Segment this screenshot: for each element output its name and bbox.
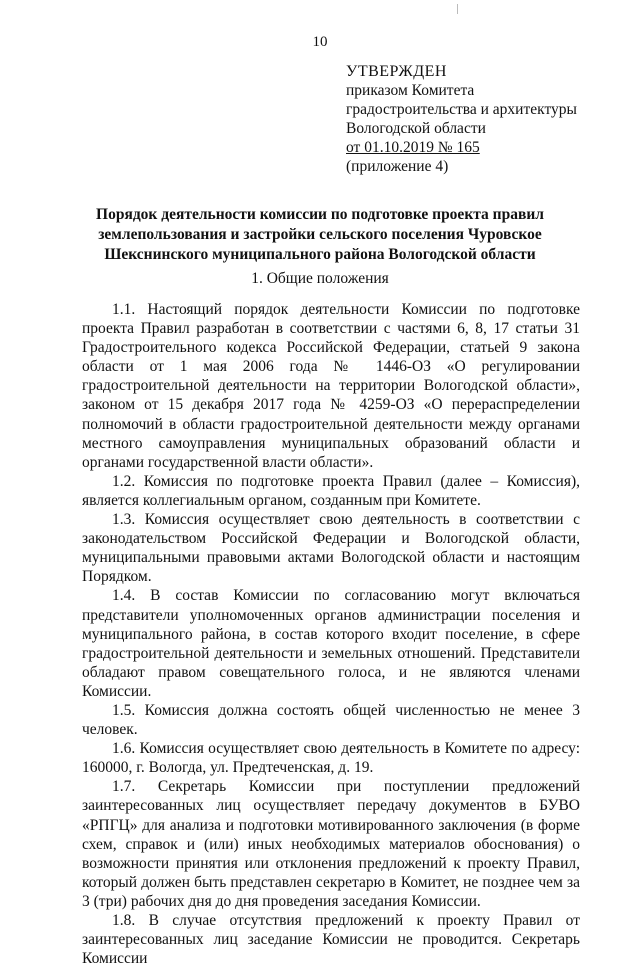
title-line-1: Порядок деятельности комиссии по подготовке проекта правил	[96, 206, 544, 223]
title-line-2: землепользования и застройки сельского поселения Чуровское	[98, 226, 542, 243]
page-number: 10	[312, 34, 328, 50]
section-heading: 1. Общие положения	[251, 270, 389, 287]
paragraph-1-7: 1.7. Секретарь Комиссии при поступлении предложений заинтересованных лиц осуществляет передачу документов в БУВО «РПГЦ» для анализа и подготовки мотивированного заключения (в форме схем, справок и (или) иных необходимых материалов обоснования) о возможности принятия или отклонения предложений к проекту Правил, который должен быть представлен секретарю в Комитет, не позднее чем за 3 (три) рабочих дня до дня проведения заседания Комиссии.	[82, 778, 580, 910]
paragraph-1-8: 1.8. В случае отсутствия предложений к проекту Правил от заинтересованных лиц заседание Комиссии не проводится. Секретарь Комиссии	[82, 912, 580, 968]
approval-line-2: градостроительства и архитектуры	[346, 101, 577, 118]
approval-line-1: приказом Комитета	[346, 82, 475, 99]
document-body	[82, 300, 580, 968]
paragraph-1-6: 1.6. Комиссия осуществляет свою деятельность в Комитете по адресу: 160000, г. Вологда, ул. Предтеченская, д. 19.	[82, 740, 580, 777]
title-line-3: Шекснинского муниципального района Вологодской области	[104, 246, 536, 263]
approval-heading: УТВЕРЖДЕН	[346, 63, 447, 80]
approval-line-3: Вологодской области	[346, 120, 486, 137]
approval-order-date-number: от 01.10.2019 № 165	[346, 139, 480, 156]
paragraph-1-4: 1.4. В состав Комиссии по согласованию могут включаться представители уполномоченных органов администрации поселения и муниципального района, в состав которого входит поселение, в сфере градостроительной деятельности и земельных отношений. Представители обладают правом совещательного голоса, и не являются членами Комиссии.	[82, 587, 580, 700]
document-title	[60, 205, 580, 265]
approval-appendix-note: (приложение 4)	[346, 158, 449, 175]
approval-stamp-block	[346, 62, 577, 176]
paragraph-1-5: 1.5. Комиссия должна состоять общей численностью не менее 3 человек.	[82, 701, 580, 739]
paragraph-1-3: 1.3. Комиссия осуществляет свою деятельность в соответствии с законодательством Российской Федерации и Вологодской области, муниципальными правовыми актами Вологодской области и настоящим Порядком.	[82, 511, 580, 586]
paragraph-1-2: 1.2. Комиссия по подготовке проекта Правил (далее – Комиссия), является коллегиальным органом, созданным при Комитете.	[82, 472, 580, 509]
paragraph-1-1: 1.1. Настоящий порядок деятельности Комиссии по подготовке проекта Правил разработан в соответствии с частями 6, 8, 17 статьи 31 Градостроительного кодекса Российской Федерации, статьей 9 закона области от 1 мая 2006 года № 1446-ОЗ «О регулировании градостроительной деятельности на территории Вологодской области», законом от 15 декабря 2017 года № 4259-ОЗ «О перераспределении полномочий в области градостроительной деятельности между органами местного самоуправления муниципальных образований области и органами государственной власти области».	[82, 301, 580, 471]
scan-artifact	[457, 4, 458, 14]
